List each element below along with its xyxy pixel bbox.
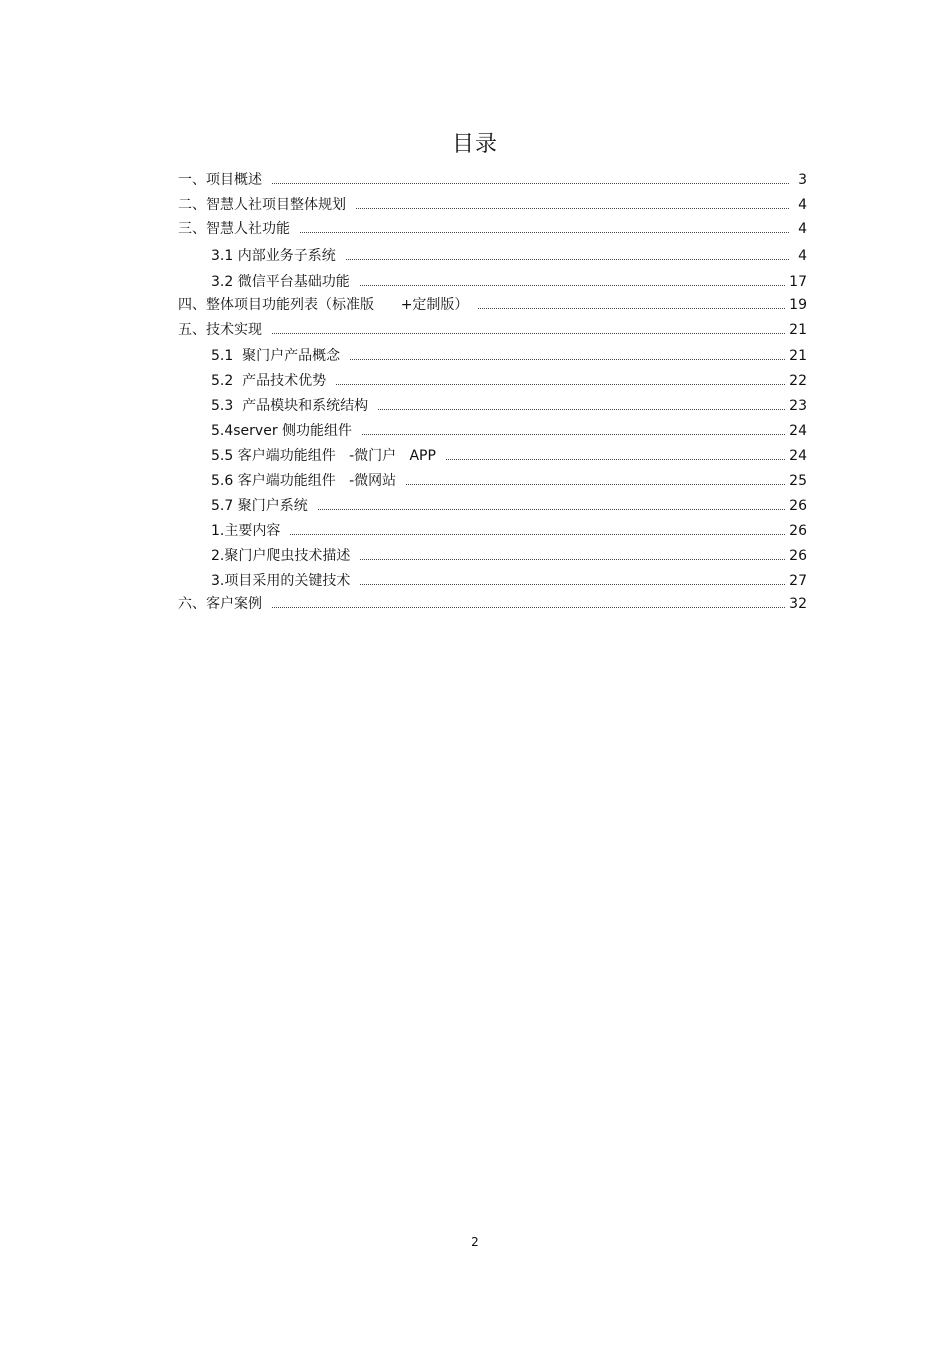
toc-entry-5-4[interactable] (211, 419, 807, 439)
toc-entry-5-5[interactable] (211, 444, 807, 464)
dot-leader (446, 459, 785, 460)
toc-entry-cases[interactable] (178, 592, 807, 612)
dot-leader (272, 607, 785, 608)
toc-entry-key-tech[interactable] (211, 569, 807, 589)
toc-entry-page: 26 (789, 523, 807, 539)
toc-entry-page: 19 (789, 297, 807, 313)
toc-entry-label: 四、整体项目功能列表（标准版 +定制版） (178, 297, 469, 313)
toc-entry-label: 5.6 客户端功能组件 -微网站 (211, 473, 397, 489)
dot-leader (318, 509, 785, 510)
toc-title: 目录 (451, 132, 498, 157)
toc-entry-page: 32 (789, 596, 807, 612)
toc-entry-page: 27 (789, 573, 807, 589)
toc-entry-functions[interactable] (178, 217, 807, 237)
toc-entry-page: 22 (789, 373, 807, 389)
toc-entry-label: 5.1 聚门户产品概念 (211, 348, 341, 364)
toc-entry-page: 4 (798, 221, 807, 237)
toc-entry-page: 21 (789, 348, 807, 364)
toc-entry-label: 六、客户案例 (178, 596, 262, 612)
toc-entry-5-1[interactable] (211, 344, 807, 364)
toc-entry-page: 3 (798, 172, 807, 188)
toc-entry-label: 2.聚门户爬虫技术描述 (211, 548, 351, 564)
toc-entry-page: 17 (789, 274, 807, 290)
dot-leader (346, 259, 789, 260)
dot-leader (360, 584, 785, 585)
toc-entry-5-7[interactable] (211, 494, 807, 514)
toc-entry-page: 23 (789, 398, 807, 414)
toc-entry-page: 21 (789, 322, 807, 338)
toc-entry-page: 4 (798, 248, 807, 264)
toc-entry-label: 5.4server 侧功能组件 (211, 423, 353, 439)
toc-entry-5-2[interactable] (211, 369, 807, 389)
toc-entry-page: 24 (789, 423, 807, 439)
toc-entry-label: 5.2 产品技术优势 (211, 373, 327, 389)
toc-entry-page: 26 (789, 498, 807, 514)
toc-entry-label: 3.项目采用的关键技术 (211, 573, 351, 589)
toc-entry-label: 二、智慧人社项目整体规划 (178, 197, 346, 213)
toc-entry-overall-plan[interactable] (178, 193, 807, 213)
dot-leader (356, 208, 789, 209)
toc-entry-3-2[interactable] (211, 270, 807, 290)
toc-entry-label: 5.5 客户端功能组件 -微门户 APP (211, 448, 436, 464)
toc-entry-tech[interactable] (178, 318, 807, 338)
toc-entry-label: 5.3 产品模块和系统结构 (211, 398, 369, 414)
toc-entry-label: 3.2 微信平台基础功能 (211, 274, 350, 290)
dot-leader (360, 285, 785, 286)
dot-leader (360, 559, 785, 560)
toc-entry-page: 25 (789, 473, 807, 489)
dot-leader (272, 183, 789, 184)
toc-entry-label: 5.7 聚门户系统 (211, 498, 308, 514)
toc-entry-3-1[interactable] (211, 244, 807, 264)
toc-entry-page: 4 (798, 197, 807, 213)
dot-leader (406, 484, 785, 485)
toc-entry-project-overview[interactable] (178, 168, 807, 188)
toc-entry-main-content[interactable] (211, 519, 807, 539)
toc-entry-page: 26 (789, 548, 807, 564)
dot-leader (272, 333, 785, 334)
toc-entry-5-6[interactable] (211, 469, 807, 489)
toc-entry-function-list[interactable] (178, 293, 807, 313)
dot-leader (478, 308, 785, 309)
toc-entry-label: 三、智慧人社功能 (178, 221, 290, 237)
toc-entry-label: 一、项目概述 (178, 172, 262, 188)
dot-leader (350, 359, 785, 360)
toc-entry-label: 3.1 内部业务子系统 (211, 248, 336, 264)
toc-entry-crawler[interactable] (211, 544, 807, 564)
dot-leader (336, 384, 785, 385)
page-number: 2 (471, 1235, 479, 1249)
dot-leader (290, 534, 785, 535)
dot-leader (300, 232, 789, 233)
toc-entry-label: 1.主要内容 (211, 523, 281, 539)
toc-entry-page: 24 (789, 448, 807, 464)
toc-entry-5-3[interactable] (211, 394, 807, 414)
dot-leader (378, 409, 785, 410)
toc-entry-label: 五、技术实现 (178, 322, 262, 338)
dot-leader (362, 434, 785, 435)
